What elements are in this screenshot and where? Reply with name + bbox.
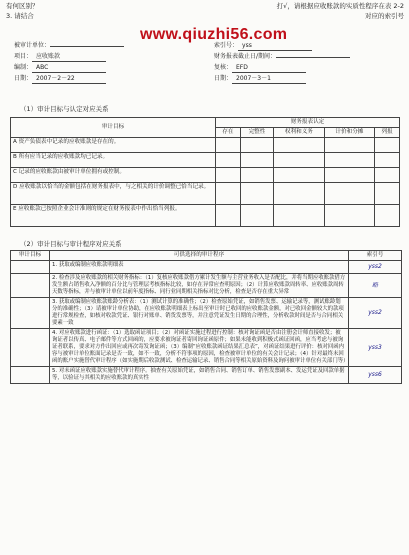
goal-cell[interactable] xyxy=(11,260,50,273)
cell[interactable] xyxy=(240,137,273,152)
table-row xyxy=(11,167,400,182)
section1-title: （1）审计目标与认定对应关系 xyxy=(20,105,109,113)
goal-b: B 所有应当记录的应收账款均已记录。 xyxy=(11,152,216,167)
procedure-4: 4. 对应收账款进行函证：（1）选取函证项目；（2）对函证实施过程进行控制：核对询证函是否由注册会计师直接收发；被询证者以传真、电子邮件等方式回函的，应要求被询证者寄回询证函原件；如果未能收到积极式函证回函，应当考虑与被询证者联系，要求对方作出回应或再次寄发询证函；（3）编制“应收账款函证结果汇总表”，对函证结果进行评价：核对回函内容与被审计单位账面记录是否一致，如不一致，分析不符事项的原因，检查被审计单位的有关会计记录；（4）针对最终未回函的账户实施替代审计程序（如实施期后收款测试、检查运输记录、销售合同等相关原始资料及询问被审计单位有关部门等） xyxy=(50,329,349,367)
section2-title: （2）审计目标与审计程序对应关系 xyxy=(20,240,122,248)
procedure-table xyxy=(10,250,402,384)
cell[interactable] xyxy=(274,137,325,152)
goal-d: D 应收账款以恰当的金额包括在财务报表中，与之相关的计价调整已恰当记录。 xyxy=(11,182,216,204)
col-goal: 审计目标 xyxy=(11,118,216,138)
period-value xyxy=(276,57,350,58)
cell[interactable] xyxy=(274,167,325,182)
cell[interactable] xyxy=(324,204,375,226)
table-row xyxy=(11,204,400,226)
index-label: 索引号： xyxy=(214,42,239,49)
cell[interactable] xyxy=(216,204,241,226)
question-fragment: 有何区别？ xyxy=(6,2,39,10)
table-row xyxy=(11,329,402,367)
cell[interactable] xyxy=(375,182,400,204)
cell[interactable] xyxy=(216,167,241,182)
item-value: 应收账款 xyxy=(32,53,106,62)
review-label: 复核： xyxy=(214,64,233,71)
ref-3: yss2 xyxy=(349,298,402,329)
unit-value xyxy=(50,46,124,47)
cell[interactable] xyxy=(274,204,325,226)
ref-2: 略 xyxy=(349,273,402,297)
watermark: www.qiuzhi56.com xyxy=(140,26,288,43)
cell[interactable] xyxy=(324,137,375,152)
table-row xyxy=(11,182,400,204)
cell[interactable] xyxy=(216,182,241,204)
question-3-label: 3. 请结合 xyxy=(6,12,34,20)
cell[interactable] xyxy=(216,137,241,152)
cell[interactable] xyxy=(324,152,375,167)
table-row xyxy=(11,367,402,384)
table-row xyxy=(11,152,400,167)
goal-c: C 记录的应收账款由被审计单位拥有或控制。 xyxy=(11,167,216,182)
procedure-1: 1. 获取或编制应收账款明细表 xyxy=(50,260,349,273)
date2-value: 2007－3－1 xyxy=(232,75,306,84)
cell[interactable] xyxy=(375,167,400,182)
date-value: 2007－2－22 xyxy=(32,75,106,84)
cell[interactable] xyxy=(375,204,400,226)
table-row xyxy=(11,137,400,152)
cell[interactable] xyxy=(216,152,241,167)
cell[interactable] xyxy=(324,182,375,204)
cell[interactable] xyxy=(240,204,273,226)
col-presentation: 列报 xyxy=(375,127,400,137)
prep-value: ABC xyxy=(32,64,106,73)
goal-a: A 资产负债表中记录的应收账款是存在的。 xyxy=(11,137,216,152)
cell[interactable] xyxy=(274,152,325,167)
procedure-3: 3. 获取或编制应收账款账龄分析表：（1）测试计算的准确性；（2）检查原始凭证，如销售发票、运输记录等，测试账龄划分的准确性；（3）请被审计单位协助，在应收账款明细表上标出至审计时已收回的应收账款金额，对已收回金额较大的款项进行常规检查，如核对收款凭证、银行对账单、销货发票等，并注意凭证发生日期的合理性，分析收款时间是否与合同相关要素一致 xyxy=(50,298,349,329)
cell[interactable] xyxy=(375,137,400,152)
cell[interactable] xyxy=(240,152,273,167)
col-group: 财务报表认定 xyxy=(216,118,400,128)
ref-5: yss6 xyxy=(349,367,402,384)
index-value: yss xyxy=(238,42,312,51)
col-ref: 索引号 xyxy=(349,251,402,261)
goal-cell[interactable] xyxy=(11,298,50,329)
cell[interactable] xyxy=(375,152,400,167)
question-instruction-2: 对应的索引号 xyxy=(365,12,404,20)
col-rights: 权利和义务 xyxy=(274,127,325,137)
ref-4: yss3 xyxy=(349,329,402,367)
cell[interactable] xyxy=(240,182,273,204)
date2-label: 日期： xyxy=(214,75,233,82)
col-completeness: 完整性 xyxy=(240,127,273,137)
table-row xyxy=(11,260,402,273)
unit-label: 被审计单位： xyxy=(14,42,51,49)
date-label: 日期： xyxy=(14,75,33,82)
table-row xyxy=(11,273,402,297)
col-goal-2: 审计目标 xyxy=(11,251,50,261)
cell[interactable] xyxy=(240,167,273,182)
goal-cell[interactable] xyxy=(11,367,50,384)
col-proc: 可供选择的审计程序 xyxy=(50,251,349,261)
review-value: EFD xyxy=(232,64,306,73)
cell[interactable] xyxy=(274,182,325,204)
goal-cell[interactable] xyxy=(11,329,50,367)
question-instruction: 打√，请根据应收账款的实质性程序在表 2-2 xyxy=(276,2,404,10)
item-label: 项目： xyxy=(14,53,33,60)
procedure-2: 2. 检查涉及应收账款的相关财务指标：（1）复核应收账款借方累计发生额与主营业务收入是否配比，并将当期应收账款借方发生额占销售收入净额的百分比与管理层考核指标比较，如存在异常应查明原因；（2）计算应收账款周转率、应收账款周转天数等指标，并与被审计单位以前年度指标、同行业同期相关指标对比分析，检查是否存在重大异常 xyxy=(50,273,349,297)
prep-label: 编制： xyxy=(14,64,33,71)
cell[interactable] xyxy=(324,167,375,182)
goal-cell[interactable] xyxy=(11,273,50,297)
assertion-table xyxy=(10,117,400,227)
period-label: 财务报表截止日/期间： xyxy=(214,53,277,60)
table-row xyxy=(11,298,402,329)
procedure-5: 5. 对未函证应收账款实施替代审计程序。抽查有关原始凭证，如销售合同、销售订单、销售发票副本、发运凭证及回款单据等，以验证与其相关的应收账款的真实性 xyxy=(50,367,349,384)
ref-1: yss2 xyxy=(349,260,402,273)
col-valuation: 计价和分摊 xyxy=(324,127,375,137)
col-existence: 存在 xyxy=(216,127,241,137)
goal-e: E 应收账款已按照企业会计准则的规定在财务报表中作出恰当列报。 xyxy=(11,204,216,226)
